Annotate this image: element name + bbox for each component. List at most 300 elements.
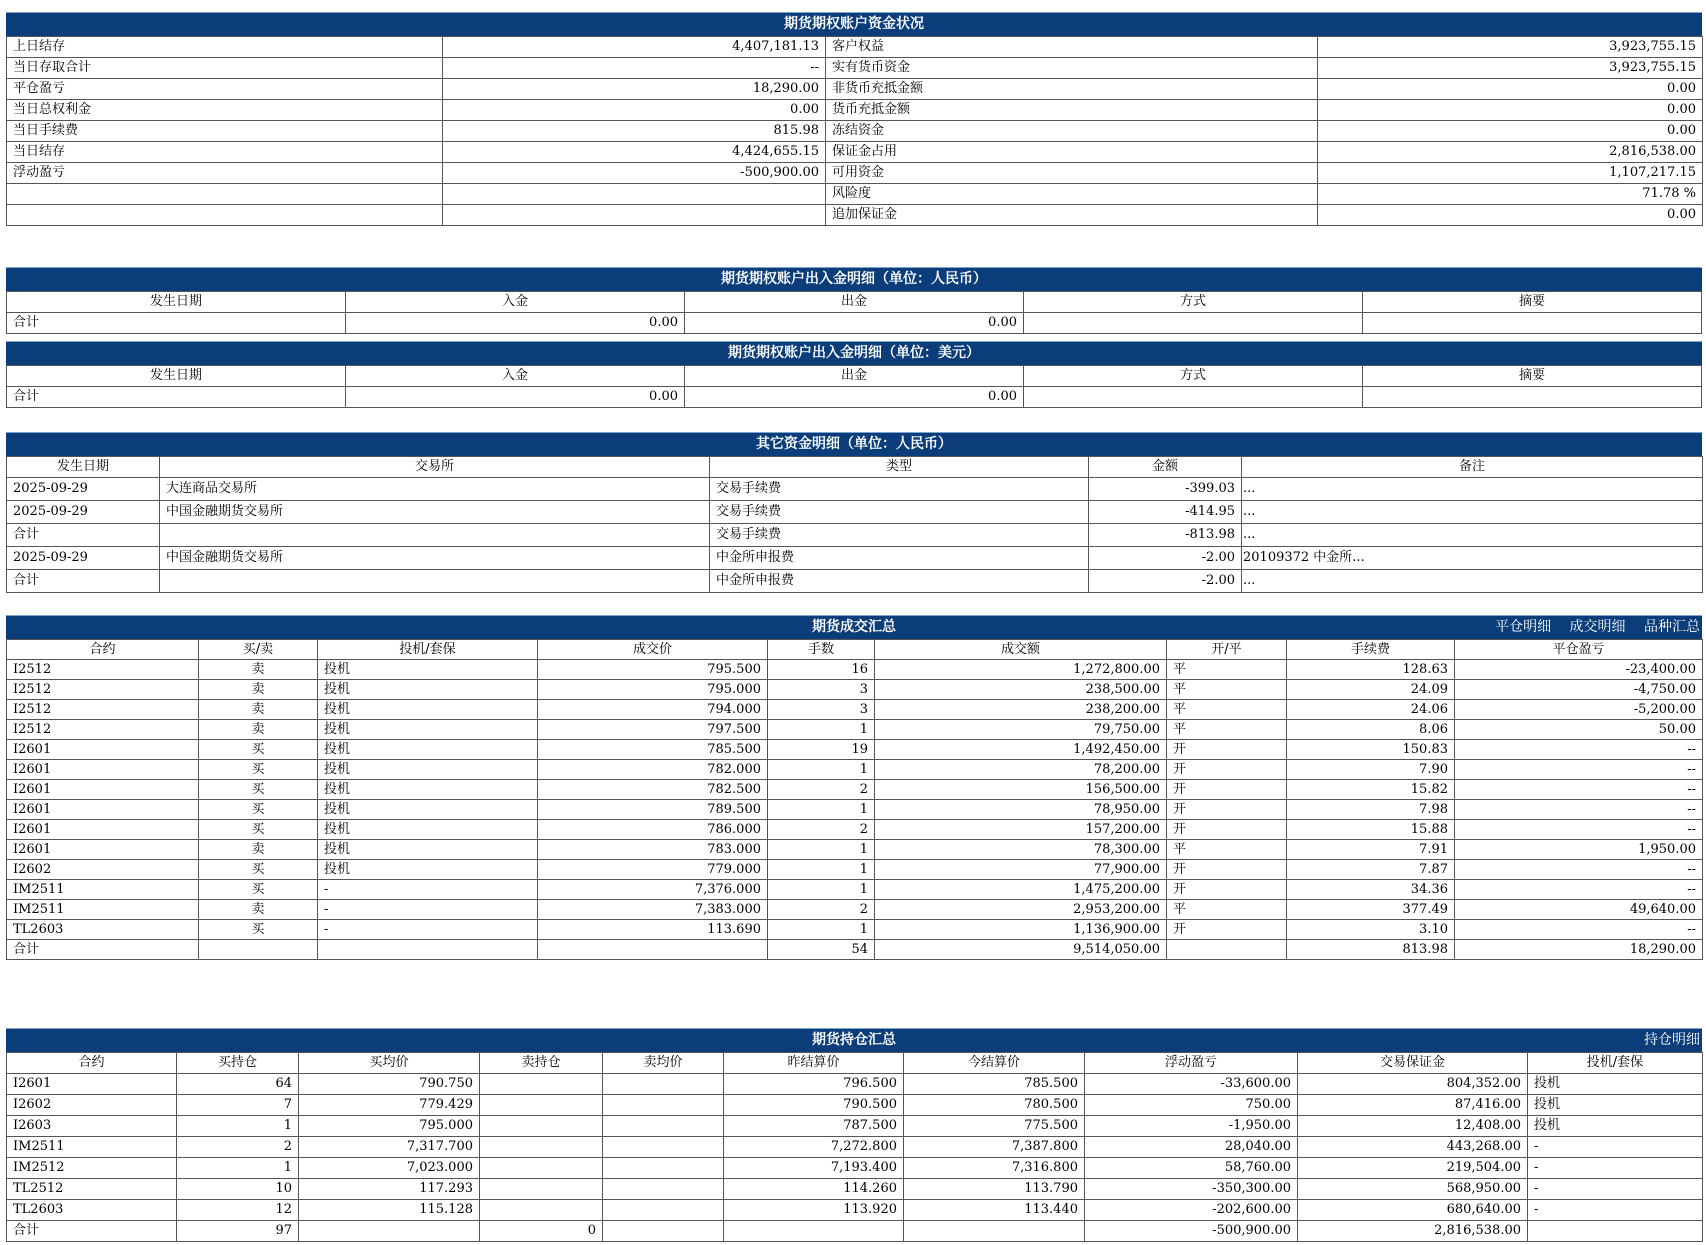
table-cell: 804,352.00 [1298,1074,1528,1095]
table-cell: 合计 [7,570,160,593]
total-row [7,940,1703,960]
position-summary-section [6,1028,1702,1242]
table-cell [480,1137,603,1158]
table-cell: 2 [768,780,875,800]
table-row [7,570,1703,593]
table-cell: I2601 [7,1074,177,1095]
table-cell: -- [1455,780,1703,800]
column-header: 类型 [710,457,1089,478]
table-cell: 775.500 [904,1116,1085,1137]
table-cell: 157,200.00 [875,820,1167,840]
table-cell: 58,760.00 [1085,1158,1298,1179]
column-header: 买均价 [299,1053,480,1074]
table-cell: 7,023.000 [299,1158,480,1179]
trade-detail-link[interactable]: 成交明细 [1569,619,1626,635]
table-row [7,820,1703,840]
column-header: 合约 [7,1053,177,1074]
table-cell: 开 [1167,740,1287,760]
summary-row [7,58,1703,79]
table-cell: -- [1455,880,1703,900]
table-cell: ... [1242,524,1703,547]
table-cell: 19 [768,740,875,760]
summary-label: 当日总权利金 [7,100,443,121]
fund-summary-title: 期货期权账户资金状况 [6,12,1702,36]
table-cell [318,940,538,960]
table-cell: 开 [1167,820,1287,840]
table-row [7,1158,1703,1179]
table-cell: I2601 [7,800,199,820]
table-cell: 780.500 [904,1095,1085,1116]
table-row [7,840,1703,860]
table-row [7,1137,1703,1158]
table-cell: 790.500 [724,1095,904,1116]
table-cell: 782.000 [538,760,768,780]
summary-label [7,184,443,205]
table-row [7,501,1703,524]
table-cell: 大连商品交易所 [160,478,710,501]
table-cell: 795.000 [299,1116,480,1137]
summary-value: -- [443,58,826,79]
table-cell: 投机 [318,800,538,820]
summary-value [443,205,826,226]
table-cell: 投机 [318,740,538,760]
table-cell [538,940,768,960]
summary-value: 0.00 [1318,121,1703,142]
table-cell [160,524,710,547]
table-cell: 交易手续费 [710,478,1089,501]
table-row [7,660,1703,680]
table-row [7,313,1702,334]
table-cell [1024,387,1363,408]
position-summary-table [6,1052,1703,1242]
column-header: 合约 [7,640,199,660]
summary-label: 保证金占用 [826,142,1318,163]
column-header: 投机/套保 [1528,1053,1703,1074]
column-header: 交易所 [160,457,710,478]
table-cell: 2 [768,820,875,840]
position-summary-header [6,1028,1702,1052]
table-cell: 开 [1167,760,1287,780]
table-cell: 卖 [199,660,318,680]
table-cell: -414.95 [1089,501,1242,524]
table-cell: I2602 [7,1095,177,1116]
table-cell: 50.00 [1455,720,1703,740]
table-cell: 113.690 [538,920,768,940]
trade-summary-section [6,615,1702,960]
table-cell: 卖 [199,900,318,920]
table-cell: 238,500.00 [875,680,1167,700]
table-cell: 117.293 [299,1179,480,1200]
table-cell: 54 [768,940,875,960]
summary-label: 当日存取合计 [7,58,443,79]
table-cell: I2601 [7,820,199,840]
column-header: 开/平 [1167,640,1287,660]
table-cell: 15.88 [1287,820,1455,840]
table-cell: 卖 [199,680,318,700]
column-header: 发生日期 [7,457,160,478]
table-cell: 782.500 [538,780,768,800]
table-cell: 1 [177,1116,299,1137]
table-cell: 377.49 [1287,900,1455,920]
table-cell: 合计 [7,313,346,334]
position-summary-title: 期货持仓汇总 [812,1032,896,1048]
summary-label: 当日结存 [7,142,443,163]
table-cell: - [1528,1200,1703,1221]
product-summary-link[interactable]: 品种汇总 [1644,619,1700,635]
summary-label: 实有货币资金 [826,58,1318,79]
table-cell: 买 [199,880,318,900]
table-cell: 1,272,800.00 [875,660,1167,680]
table-cell: 1,492,450.00 [875,740,1167,760]
table-cell: -202,600.00 [1085,1200,1298,1221]
table-cell: 49,640.00 [1455,900,1703,920]
summary-label: 可用资金 [826,163,1318,184]
summary-row [7,184,1703,205]
column-header: 出金 [685,366,1024,387]
table-cell: 568,950.00 [1298,1179,1528,1200]
summary-label: 客户权益 [826,37,1318,58]
fund-summary-table [6,36,1703,226]
table-cell: 投机 [318,860,538,880]
table-cell [724,1221,904,1242]
table-cell: 783.000 [538,840,768,860]
table-cell: 128.63 [1287,660,1455,680]
trade-summary-table [6,639,1703,960]
table-cell: 0 [480,1221,603,1242]
table-cell: 7 [177,1095,299,1116]
table-cell [1363,313,1702,334]
table-cell: I2603 [7,1116,177,1137]
table-cell: I2601 [7,740,199,760]
summary-label: 当日手续费 [7,121,443,142]
table-cell: 18,290.00 [1455,940,1703,960]
position-detail-link[interactable]: 持仓明细 [1644,1032,1700,1048]
table-cell: I2601 [7,780,199,800]
table-cell [480,1179,603,1200]
table-cell: IM2511 [7,1137,177,1158]
table-cell: 买 [199,760,318,780]
table-cell: 1 [177,1158,299,1179]
summary-label: 平仓盈亏 [7,79,443,100]
table-cell: 买 [199,780,318,800]
table-cell: 中金所申报费 [710,547,1089,570]
summary-value: 0.00 [443,100,826,121]
summary-value: 0.00 [1318,205,1703,226]
table-cell: 1 [768,920,875,940]
table-cell: -4,750.00 [1455,680,1703,700]
table-cell: I2601 [7,760,199,780]
table-cell: 97 [177,1221,299,1242]
table-row [7,900,1703,920]
table-cell: 787.500 [724,1116,904,1137]
summary-row [7,37,1703,58]
table-cell: -1,950.00 [1085,1116,1298,1137]
table-cell: 合计 [7,1221,177,1242]
table-cell: 219,504.00 [1298,1158,1528,1179]
table-cell: 2025-09-29 [7,547,160,570]
table-cell: - [318,880,538,900]
table-cell: IM2511 [7,900,199,920]
summary-label: 上日结存 [7,37,443,58]
summary-row [7,163,1703,184]
table-cell: IM2512 [7,1158,177,1179]
table-cell: -- [1455,740,1703,760]
table-row [7,700,1703,720]
table-cell: 投机 [1528,1095,1703,1116]
table-cell: -- [1455,860,1703,880]
cny-inout-title: 期货期权账户出入金明细（单位：人民币） [6,267,1702,291]
table-cell: 2 [768,900,875,920]
column-header: 金额 [1089,457,1242,478]
column-header: 入金 [346,292,685,313]
column-header: 买持仓 [177,1053,299,1074]
table-cell: 114.260 [724,1179,904,1200]
table-cell: 12 [177,1200,299,1221]
summary-value: 18,290.00 [443,79,826,100]
table-row [7,720,1703,740]
table-cell [603,1221,724,1242]
table-row [7,800,1703,820]
table-row [7,740,1703,760]
table-row [7,524,1703,547]
table-cell: 卖 [199,720,318,740]
table-cell [480,1200,603,1221]
table-cell: 2,953,200.00 [875,900,1167,920]
table-cell: 0.00 [346,313,685,334]
table-row [7,1095,1703,1116]
table-row [7,1179,1703,1200]
summary-value: 815.98 [443,121,826,142]
table-cell: 2 [177,1137,299,1158]
table-cell: 7.98 [1287,800,1455,820]
table-cell [603,1158,724,1179]
table-cell: 买 [199,860,318,880]
table-cell: I2512 [7,680,199,700]
table-cell: -- [1455,800,1703,820]
table-cell [603,1095,724,1116]
table-row [7,1200,1703,1221]
column-header: 手续费 [1287,640,1455,660]
table-cell: -350,300.00 [1085,1179,1298,1200]
table-cell: - [1528,1158,1703,1179]
table-row [7,920,1703,940]
table-cell: 2025-09-29 [7,478,160,501]
table-cell: TL2603 [7,1200,177,1221]
table-cell [603,1137,724,1158]
table-cell: 投机 [318,820,538,840]
table-cell: I2512 [7,660,199,680]
table-cell: 0.00 [685,387,1024,408]
table-cell: 投机 [1528,1074,1703,1095]
other-funds-table [6,456,1703,593]
table-cell: 平 [1167,680,1287,700]
summary-value: 3,923,755.15 [1318,37,1703,58]
table-cell [480,1095,603,1116]
table-cell: 平 [1167,700,1287,720]
summary-label: 非货币充抵金额 [826,79,1318,100]
table-cell: TL2603 [7,920,199,940]
table-cell: 交易手续费 [710,524,1089,547]
summary-label: 追加保证金 [826,205,1318,226]
table-row [7,1116,1703,1137]
summary-value: 2,816,538.00 [1318,142,1703,163]
table-cell: 1 [768,840,875,860]
table-cell: -5,200.00 [1455,700,1703,720]
table-cell: 9,514,050.00 [875,940,1167,960]
table-cell: 7,193.400 [724,1158,904,1179]
table-cell: -2.00 [1089,547,1242,570]
table-cell: ... [1242,501,1703,524]
summary-label: 货币充抵金额 [826,100,1318,121]
table-cell [1528,1221,1703,1242]
table-cell: 7,272.800 [724,1137,904,1158]
table-cell: -- [1455,820,1703,840]
table-cell [1363,387,1702,408]
table-cell: 开 [1167,860,1287,880]
table-cell: 3.10 [1287,920,1455,940]
table-row [7,547,1703,570]
table-cell: 24.06 [1287,700,1455,720]
summary-value: -500,900.00 [443,163,826,184]
summary-label [7,205,443,226]
summary-value: 0.00 [1318,79,1703,100]
table-cell: 合计 [7,940,199,960]
table-cell: 1 [768,720,875,740]
table-cell: -2.00 [1089,570,1242,593]
table-cell: 790.750 [299,1074,480,1095]
column-header: 发生日期 [7,366,346,387]
table-cell: 78,950.00 [875,800,1167,820]
table-cell: -23,400.00 [1455,660,1703,680]
table-cell: 开 [1167,780,1287,800]
table-cell: 680,640.00 [1298,1200,1528,1221]
table-row [7,1074,1703,1095]
table-cell: 796.500 [724,1074,904,1095]
table-cell: 平 [1167,900,1287,920]
table-cell: I2601 [7,840,199,860]
table-cell: 28,040.00 [1085,1137,1298,1158]
table-row [7,478,1703,501]
table-cell: 1 [768,860,875,880]
table-cell: 1 [768,880,875,900]
column-header: 今结算价 [904,1053,1085,1074]
table-cell: 7.91 [1287,840,1455,860]
table-row [7,387,1702,408]
table-cell: 买 [199,740,318,760]
table-cell: -- [1455,760,1703,780]
table-cell: - [318,900,538,920]
table-cell: 平 [1167,720,1287,740]
table-cell: 3 [768,700,875,720]
table-cell: 1,475,200.00 [875,880,1167,900]
table-cell: ... [1242,478,1703,501]
table-cell: 795.500 [538,660,768,680]
table-cell [480,1116,603,1137]
table-cell: 投机 [318,700,538,720]
summary-value: 3,923,755.15 [1318,58,1703,79]
table-cell: 7,316.800 [904,1158,1085,1179]
table-cell: 2,816,538.00 [1298,1221,1528,1242]
usd-inout-title: 期货期权账户出入金明细（单位：美元） [6,341,1702,365]
summary-label: 风险度 [826,184,1318,205]
table-cell: 115.128 [299,1200,480,1221]
trade-summary-header [6,615,1702,639]
table-cell: 投机 [318,680,538,700]
table-cell: 1 [768,760,875,780]
table-cell: 150.83 [1287,740,1455,760]
column-header: 备注 [1242,457,1703,478]
column-header: 入金 [346,366,685,387]
table-cell: 78,200.00 [875,760,1167,780]
table-cell: I2512 [7,700,199,720]
summary-row [7,121,1703,142]
cny-inout-section [6,267,1702,334]
column-header: 出金 [685,292,1024,313]
table-cell: 开 [1167,920,1287,940]
column-header: 发生日期 [7,292,346,313]
table-cell: - [318,920,538,940]
table-cell: 买 [199,820,318,840]
column-header: 成交额 [875,640,1167,660]
trade-summary-title: 期货成交汇总 [812,619,896,635]
table-cell: 投机 [318,660,538,680]
table-cell: 79,750.00 [875,720,1167,740]
column-header: 昨结算价 [724,1053,904,1074]
summary-value: 4,424,655.15 [443,142,826,163]
column-header: 投机/套保 [318,640,538,660]
table-cell [603,1179,724,1200]
table-cell: 794.000 [538,700,768,720]
table-cell: 443,268.00 [1298,1137,1528,1158]
total-row [7,1221,1703,1242]
table-row [7,860,1703,880]
table-cell: 797.500 [538,720,768,740]
close-detail-link[interactable]: 平仓明细 [1495,619,1552,635]
table-cell: 64 [177,1074,299,1095]
table-cell [1024,313,1363,334]
table-cell: 12,408.00 [1298,1116,1528,1137]
other-funds-section [6,432,1702,593]
table-cell: I2512 [7,720,199,740]
table-cell: 中国金融期货交易所 [160,501,710,524]
table-cell: 开 [1167,880,1287,900]
table-row [7,680,1703,700]
usd-inout-table [6,365,1702,408]
table-cell [299,1221,480,1242]
table-cell [904,1221,1085,1242]
summary-value: 1,107,217.15 [1318,163,1703,184]
summary-value [443,184,826,205]
table-cell: 10 [177,1179,299,1200]
table-cell: 113.440 [904,1200,1085,1221]
table-cell: 789.500 [538,800,768,820]
table-cell: 113.790 [904,1179,1085,1200]
table-cell: 785.500 [904,1074,1085,1095]
table-cell [199,940,318,960]
column-header: 摘要 [1363,292,1702,313]
table-cell: 750.00 [1085,1095,1298,1116]
column-header: 卖均价 [603,1053,724,1074]
summary-label: 冻结资金 [826,121,1318,142]
table-cell: 238,200.00 [875,700,1167,720]
summary-value: 4,407,181.13 [443,37,826,58]
table-cell: ... [1242,570,1703,593]
table-cell: - [1528,1137,1703,1158]
table-cell: 24.09 [1287,680,1455,700]
table-cell: 77,900.00 [875,860,1167,880]
table-cell: 15.82 [1287,780,1455,800]
table-cell: 合计 [7,387,346,408]
